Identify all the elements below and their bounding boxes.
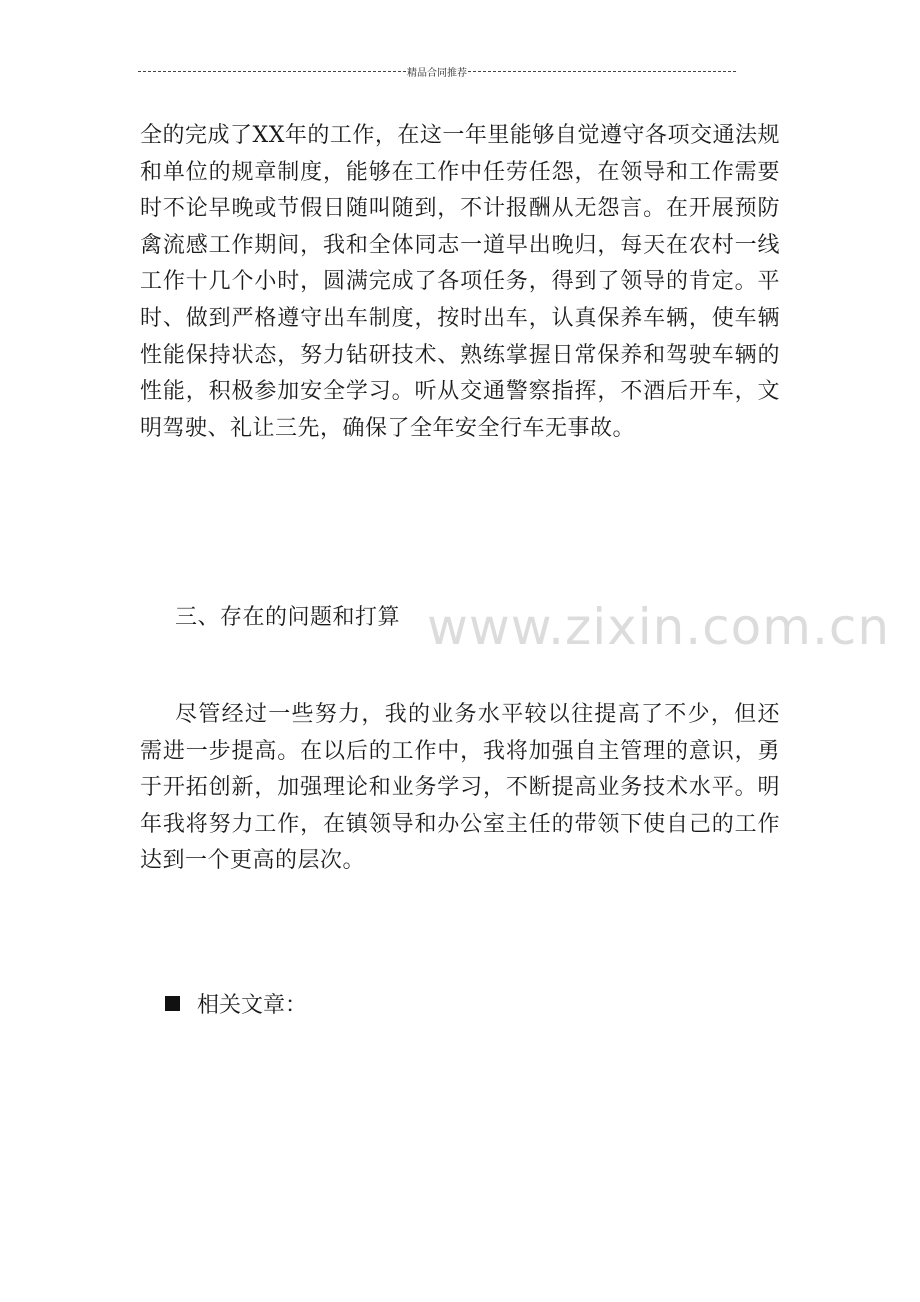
header-dash-right [468,71,736,72]
header-dash-left [138,71,406,72]
section-heading: 三、存在的问题和打算 [175,605,401,630]
header-label: 精品合同推荐 [407,68,467,79]
page-header [138,64,736,79]
square-bullet-icon [165,996,180,1011]
related-articles [165,988,307,1019]
paragraph-plans: 尽管经过一些努力，我的业务水平较以往提高了不少，但还需进一步提高。在以后的工作中，我将加强自主管理的意识，勇于开拓创新，加强理论和业务学习，不断提高业务技术水平。明年我将努力工作，在镇领导和办公室主任的带领下使自己的工作达到一个更高的层次。 [140,702,780,874]
related-articles-label: 相关文章： [197,993,308,1018]
watermark: www.zixin.com.cn [427,598,891,656]
paragraph-work-summary: 全的完成了XX年的工作，在这一年里能够自觉遵守各项交通法规和单位的规章制度，能够在工作中任劳任怨，在领导和工作需要时不论早晚或节假日随叫随到，不计报酬从无怨言。在开展预防禽流感工作期间，我和全体同志一道早出晚归，每天在农村一线工作十几个小时，圆满完成了各项任务，得到了领导的肯定。平时、做到严格遵守出车制度，按时出车，认真保养车辆，使车辆性能保持状态，努力钻研技术、熟练掌握日常保养和驾驶车辆的性能，积极参加安全学习。听从交通警察指挥，不酒后开车，文明驾驶、礼让三先，确保了全年安全行车无事故。 [140,123,780,441]
